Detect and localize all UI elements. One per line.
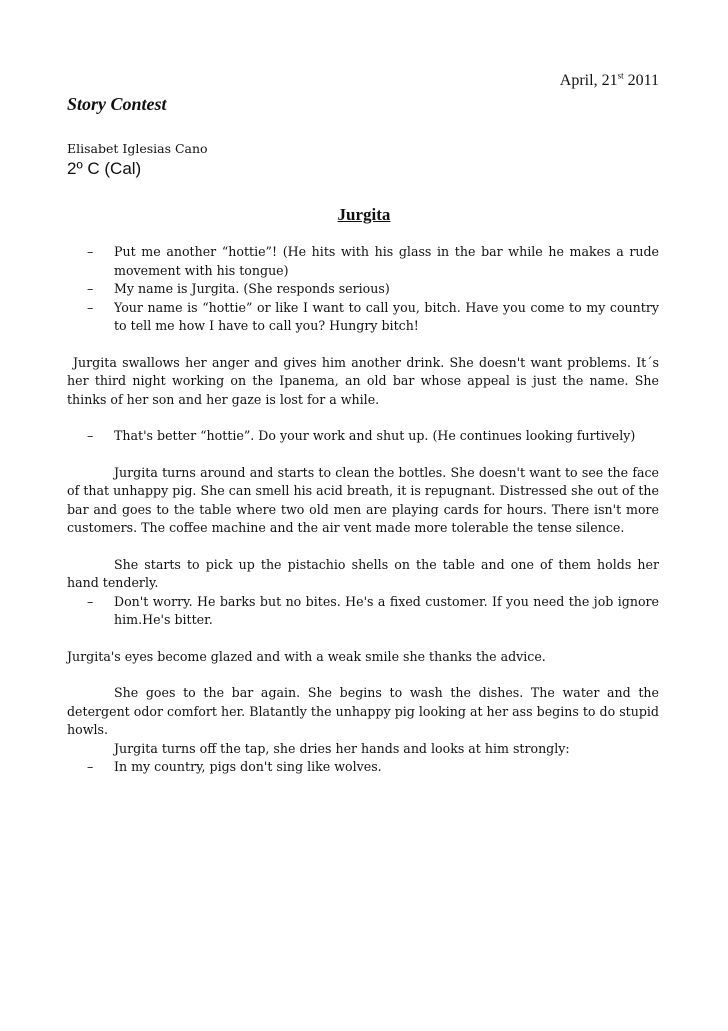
paragraph: She goes to the bar again. She begins to wash the dishes. The water and the detergent odor comfort her. Blatantly the unhappy pig looking at her ass begins to do stupid howls. [67,685,659,737]
dialogue-line: – Don't worry. He barks but no bites. He's a fixed customer. If you need the job ignore him.He's bitter. [67,593,659,630]
story-body [67,243,659,777]
paragraph: She starts to pick up the pistachio shells on the table and one of them holds her hand tenderly. [67,556,659,590]
author-name: Elisabet Iglesias Cano [67,141,208,156]
paragraph: Jurgita's eyes become glazed and with a weak smile she thanks the advice. [67,648,546,664]
contest-title: Story Contest [67,94,167,114]
date-year: 2011 [623,72,659,89]
paragraph: Jurgita turns off the tap, she dries her hands and looks at him strongly: [114,740,570,756]
dialogue-line: – That's better “hottie”. Do your work and shut up. (He continues looking furtively) [67,427,659,446]
dialogue-line: – My name is Jurgita. (She responds serious) [67,280,659,299]
paragraph: Jurgita turns around and starts to clean the bottles. She doesn't want to see the face of that unhappy pig. She can smell his acid breath, it is repugnant. Distressed she out of the bar and goes to the table where two old men are playing cards for hours. There isn't more customers. The coffee machine and the air vent made more tolerable the tense silence. [67,464,659,535]
story-title: Jurgita [337,205,391,224]
dialogue-line: – In my country, pigs don't sing like wolves. [67,758,659,777]
dialogue-line: – Put me another “hottie”! (He hits with his glass in the bar while he makes a rude movement with his tongue) [67,243,659,280]
date-line [560,72,659,90]
dialogue-line: – Your name is “hottie” or like I want to call you, bitch. Have you come to my country to tell me how I have to call you? Hungry bitch! [67,299,659,336]
date-ordinal: st [617,70,624,81]
paragraph: Jurgita swallows her anger and gives him another drink. She doesn't want problems. It´s her third night working on the Ipanema, an old bar whose appeal is just the name. She thinks of her son and her gaze is lost for a while. [67,354,659,407]
class-line: 2º C (Cal) [67,159,142,178]
date-text: April, 21 [559,72,618,89]
